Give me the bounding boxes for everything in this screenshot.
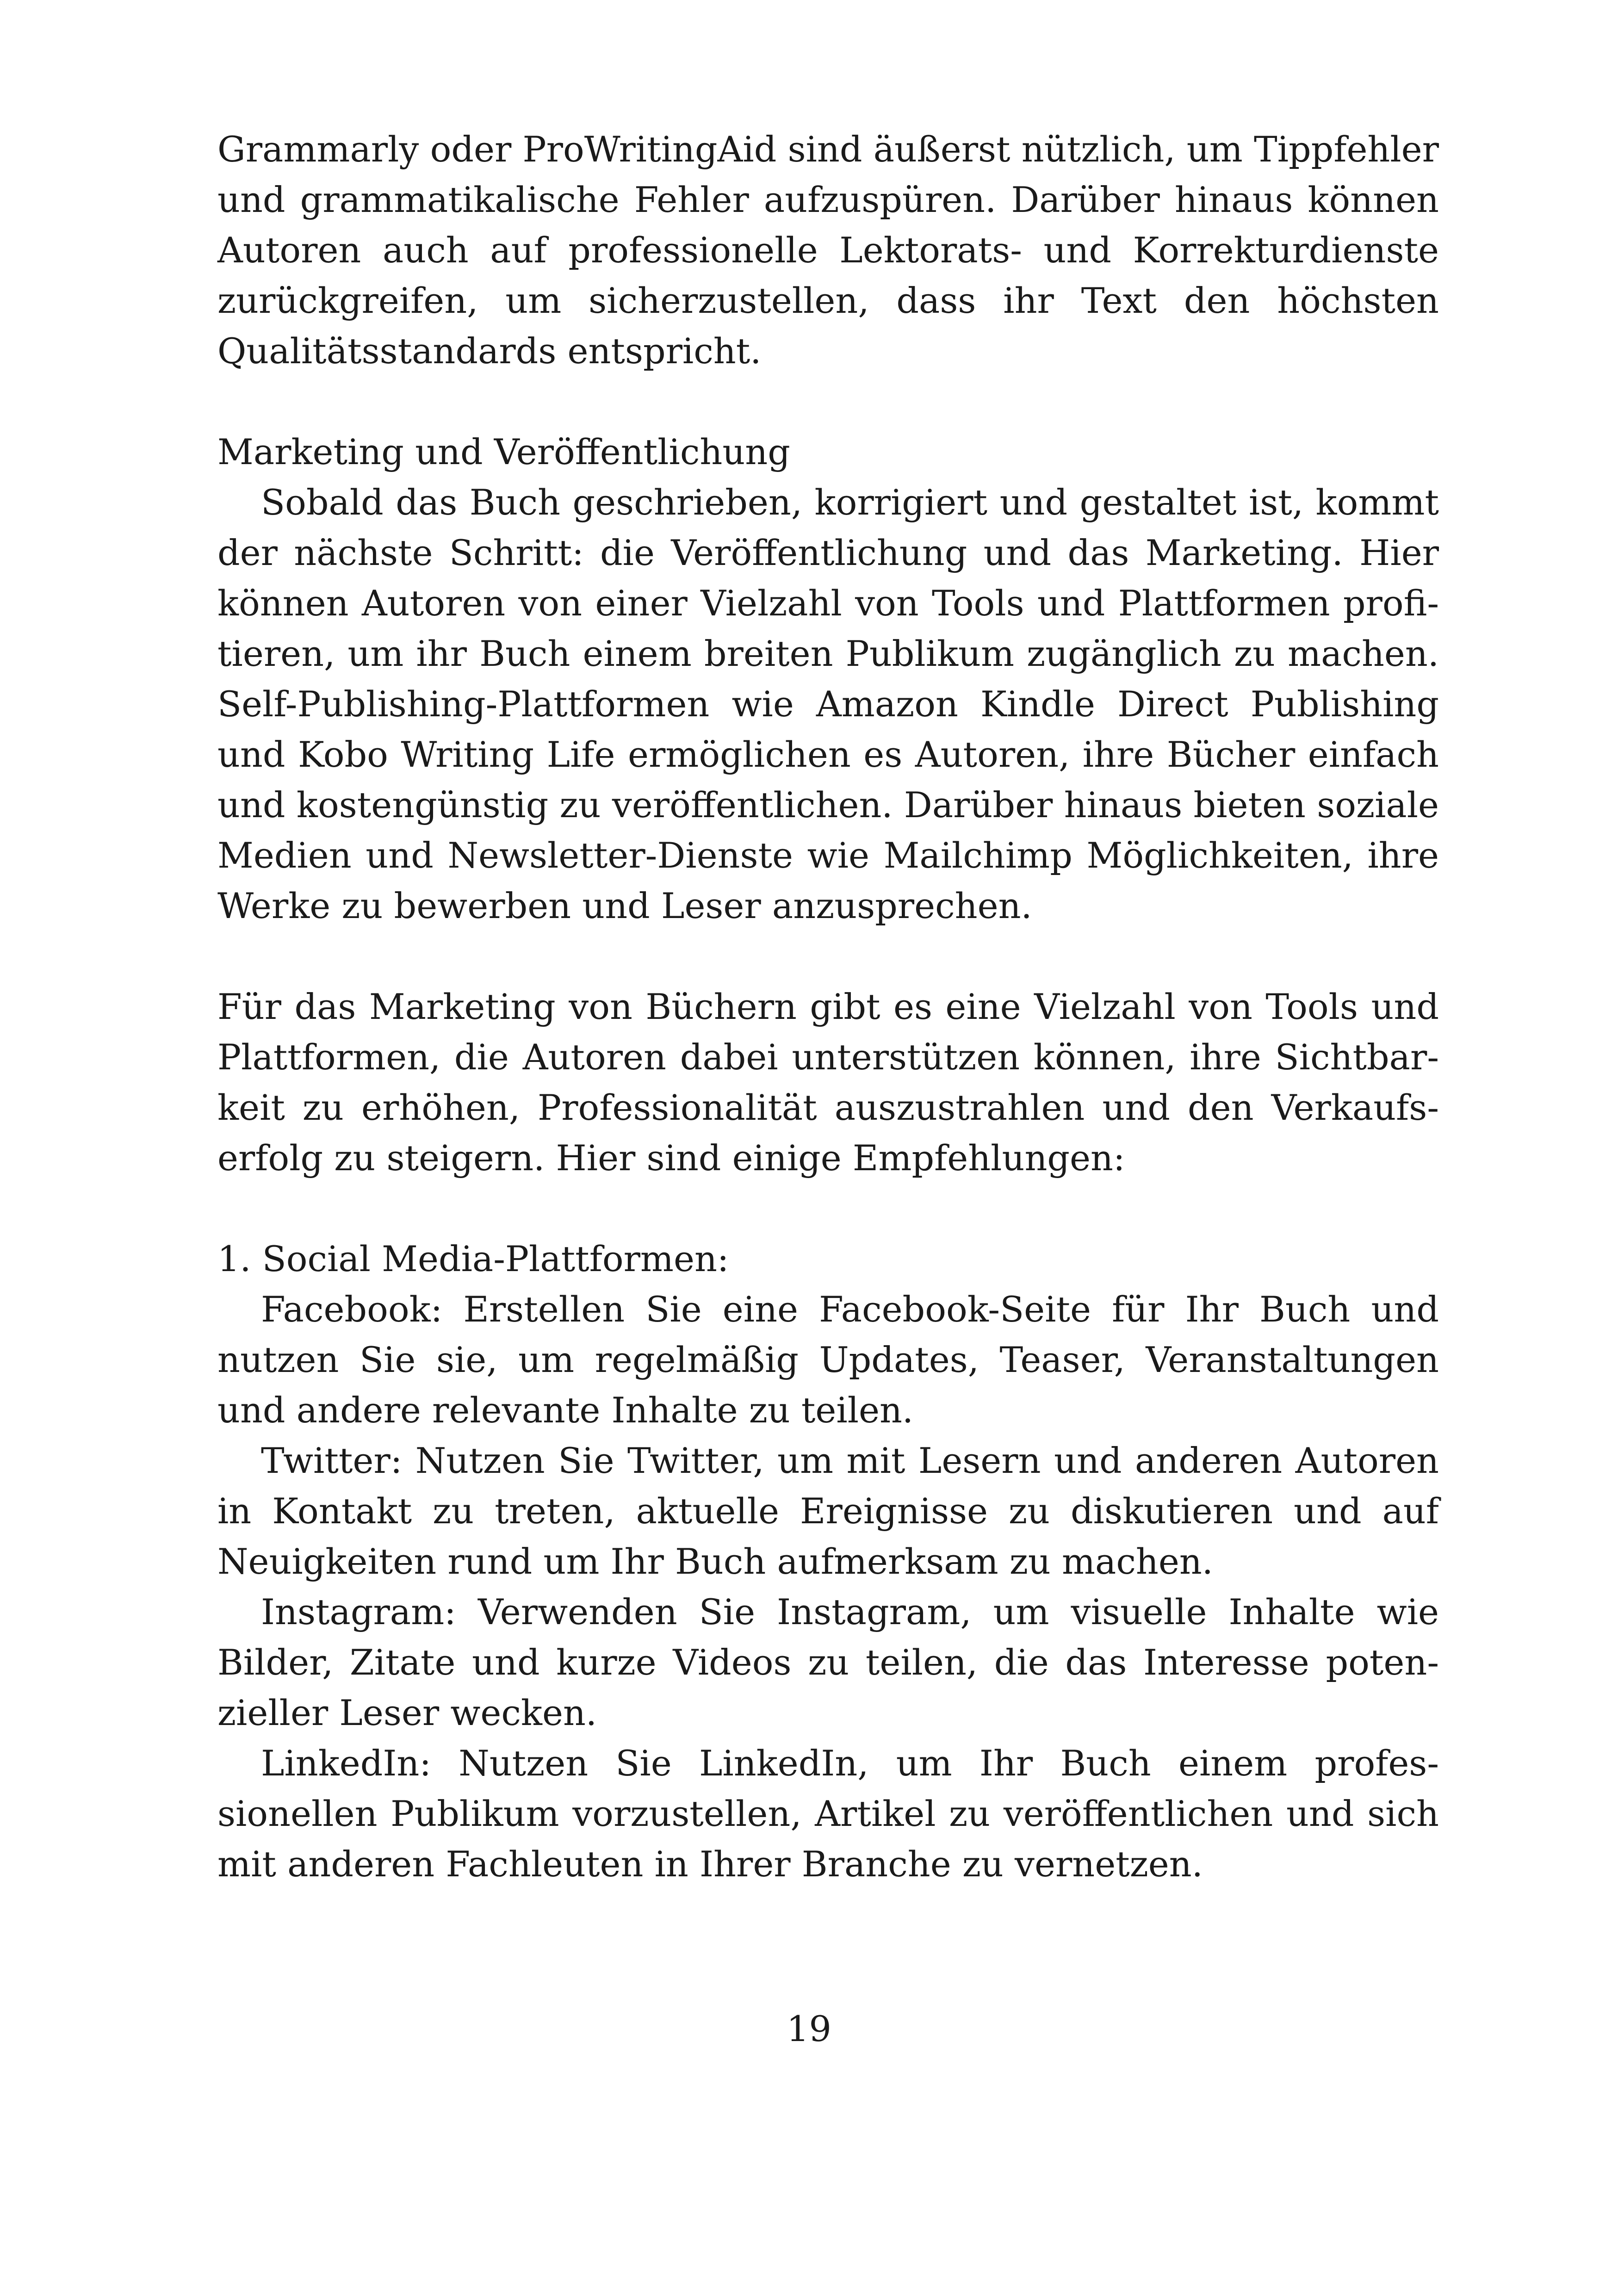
paragraph-facebook: Facebook: Erstellen Sie eine Facebook-Seite für Ihr Buch und nutzen Sie sie, um regelmäßig Updates, Teaser, Veranstaltungen und andere relevante Inhalte zu teilen.	[217, 1289, 1439, 1431]
paragraph-marketing: Sobald das Buch geschrieben, korrigiert und gestaltet ist, kommt der nächste Schritt: die Veröffentlichung und das Marketing. Hier können Autoren von einer Vielzahl von Tools und Plattformen profitieren, um ihr Buch einem breiten Publikum zugänglich zu machen. Self-Publishing-Plattformen wie Amazon Kindle Direct Publishing und Kobo Writing Life ermöglichen es Autoren, ihre Bücher einfach und kostengünstig zu veröffentlichen. Darüber hinaus bieten soziale Medien und Newsletter-Dienste wie Mailchimp Möglichkeiten, ihre Werke zu bewerben und Leser anzusprechen.	[217, 482, 1439, 926]
body-text	[217, 124, 1439, 1889]
paragraph-instagram: Instagram: Verwenden Sie Instagram, um visuelle Inhalte wie Bilder, Zitate und kurze Videos zu teilen, die das Interesse potenzieller Leser wecken.	[217, 1591, 1439, 1733]
paragraph-gap	[217, 1183, 1439, 1234]
paragraph-twitter: Twitter: Nutzen Sie Twitter, um mit Lesern und anderen Autoren in Kontakt zu treten, aktuelle Ereignisse zu diskutieren und auf Neuigkeiten rund um Ihr Buch aufmerksam zu machen.	[217, 1440, 1439, 1582]
list-heading-social-media: 1. Social Media-Plattformen:	[217, 1238, 729, 1279]
paragraph-intro: Grammarly oder ProWritingAid sind äußerst nützlich, um Tippfehler und grammatikalische Fehler aufzuspüren. Darüber hinaus können Autoren auch auf professionelle Lektorats- und Korrekturdienste zurückgreifen, um sicherzustellen, dass ihr Text den höchsten Qualitätsstandards entspricht.	[217, 129, 1439, 372]
section-heading-marketing: Marketing und Veröffentlichung	[217, 431, 790, 472]
paragraph-gap	[217, 931, 1439, 981]
paragraph-gap	[217, 376, 1439, 427]
page-number: 19	[787, 2008, 831, 2049]
paragraph-linkedin: LinkedIn: Nutzen Sie LinkedIn, um Ihr Buch einem professionellen Publikum vorzustellen, Artikel zu veröffentlichen und sich mit anderen Fachleuten in Ihrer Branche zu vernetzen.	[217, 1743, 1439, 1885]
paragraph-tools-intro: Für das Marketing von Büchern gibt es eine Vielzahl von Tools und Plattformen, die Autoren dabei unterstützen können, ihre Sichtbarkeit zu erhöhen, Professionalität auszustrahlen und den Verkaufserfolg zu steigern. Hier sind einige Empfehlungen:	[217, 986, 1439, 1179]
